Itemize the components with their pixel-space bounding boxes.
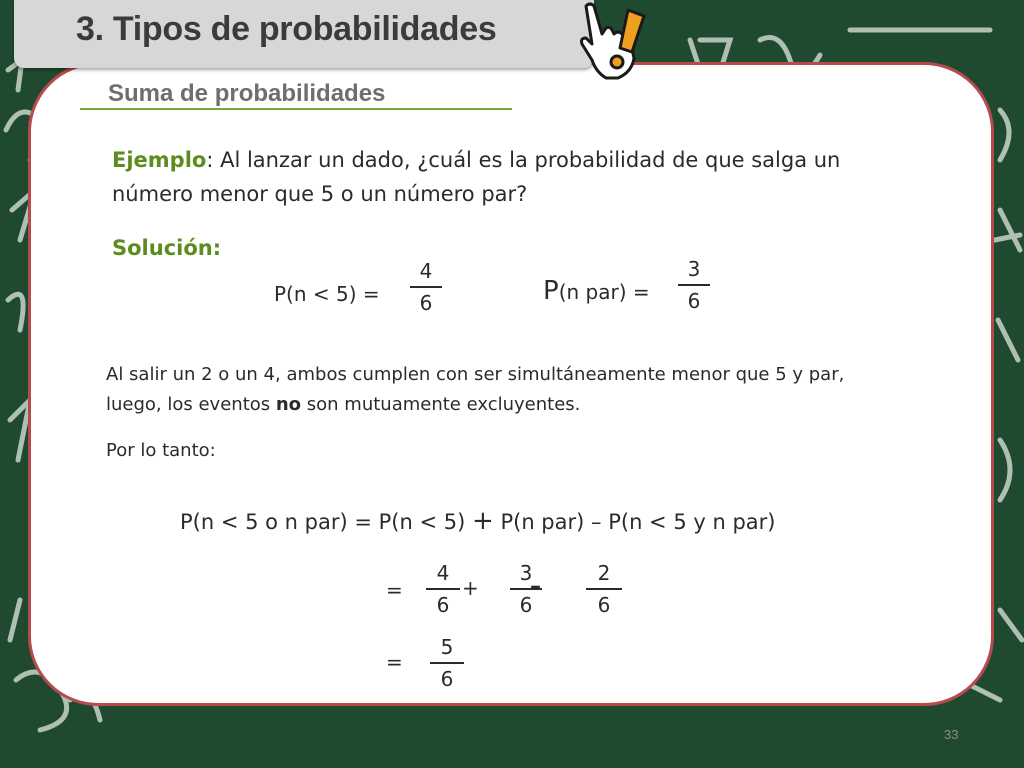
numerator: 4	[419, 259, 433, 283]
denominator: 6	[597, 592, 611, 617]
example-label: Ejemplo	[112, 148, 207, 172]
equals-sign-1: =	[386, 578, 403, 602]
explanation-text-a: luego, los eventos	[106, 394, 276, 415]
minus-sign: –	[530, 574, 541, 599]
page-number: 33	[944, 727, 959, 742]
equals-sign-2: =	[386, 650, 403, 674]
example-line-2: número menor que 5 o un número par?	[112, 182, 528, 206]
denominator: 6	[687, 288, 701, 313]
numerator: 2	[597, 561, 611, 585]
example-text-1: : Al lanzar un dado, ¿cuál es la probabilidad de que salga un	[206, 148, 841, 172]
explanation-text-c: son mutuamente excluyentes.	[301, 394, 581, 415]
fraction-bar	[426, 588, 460, 590]
section-subtitle: Suma de probabilidades	[108, 80, 386, 107]
explanation-line-2	[106, 394, 580, 415]
fraction-bar	[430, 662, 464, 664]
formula-part-2: P(n par)	[500, 510, 585, 534]
plus-sign: +	[462, 576, 479, 600]
hand-pointer-exclamation-icon	[572, 0, 648, 84]
fraction-bar	[586, 588, 622, 590]
p-par-P: P	[543, 276, 559, 306]
fraction-4-6	[410, 258, 442, 316]
slide-title: 3. Tipos de probabilidades	[76, 10, 497, 48]
p-par-label	[543, 276, 650, 306]
formula-minus: –	[591, 510, 602, 534]
formula-part-3: P(n < 5 y n par)	[608, 510, 776, 534]
denominator: 6	[436, 592, 450, 617]
p-par-text: (n par) =	[558, 280, 650, 304]
denominator: 6	[440, 666, 454, 691]
addition-formula	[180, 506, 775, 536]
solution-label: Solución:	[112, 236, 222, 260]
numerator: 4	[436, 561, 450, 585]
denominator: 6	[519, 592, 533, 617]
title-tab	[14, 0, 594, 68]
therefore-text: Por lo tanto:	[106, 440, 216, 461]
denominator: 6	[419, 290, 433, 315]
formula-part-1: P(n < 5 o n par) = P(n < 5)	[180, 510, 466, 534]
fraction-2-6-calc	[586, 560, 622, 618]
explanation-line-1: Al salir un 2 o un 4, ambos cumplen con ser simultáneamente menor que 5 y par,	[106, 364, 845, 385]
fraction-bar	[678, 284, 710, 286]
fraction-4-6-calc	[426, 560, 460, 618]
fraction-5-6-result	[430, 634, 464, 692]
fraction-3-6	[678, 256, 710, 314]
numerator: 3	[687, 257, 701, 281]
numerator: 5	[440, 635, 454, 659]
example-line-1	[112, 148, 840, 172]
p-less-than-5-label: P(n < 5) =	[274, 282, 380, 306]
subtitle-underline	[80, 108, 512, 110]
fraction-bar	[410, 286, 442, 288]
formula-plus: +	[471, 506, 494, 536]
explanation-no: no	[275, 394, 302, 415]
numerator: 3	[519, 561, 533, 585]
